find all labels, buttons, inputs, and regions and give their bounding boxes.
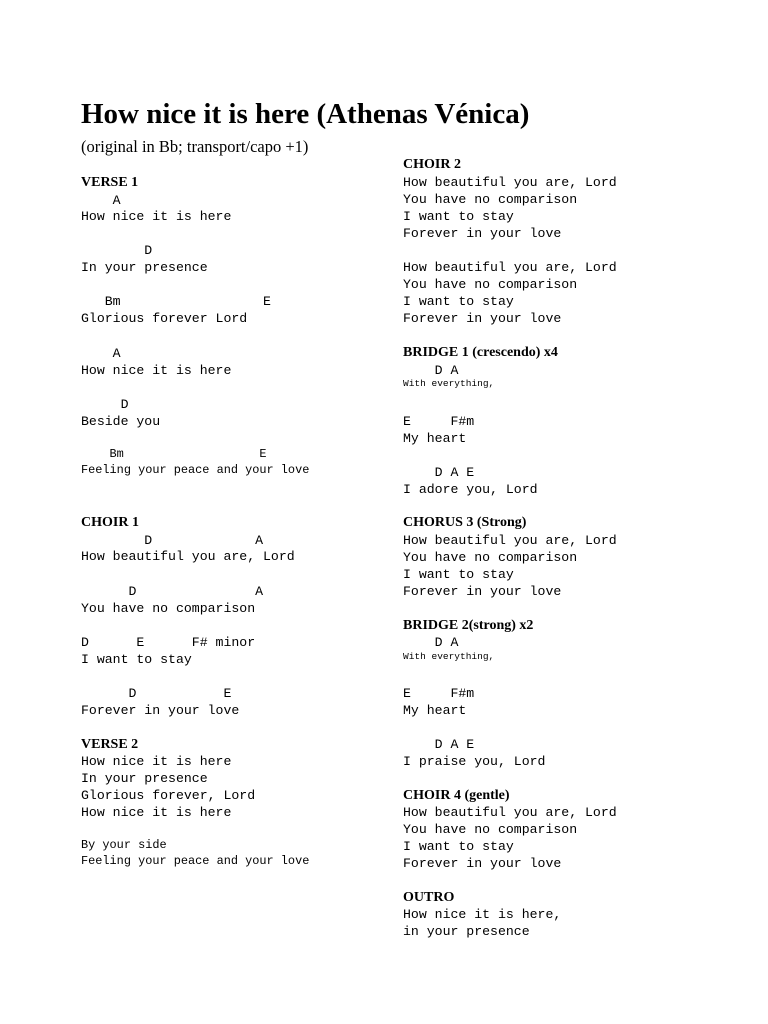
choir2-lyric-line: How beautiful you are, Lord — [403, 260, 617, 275]
bridge2-chord-line: D A E — [403, 737, 475, 752]
choir1-lyric-line: How beautiful you are, Lord — [81, 549, 295, 564]
bridge1-lyric-line: With everything, — [403, 378, 495, 389]
choir2-lyric-line: I want to stay — [403, 294, 514, 309]
verse1-lyric-line: Beside you — [81, 414, 161, 429]
verse1-chord-line: Bm E — [81, 447, 267, 461]
bridge1-chord-line: D A E — [403, 465, 475, 480]
verse1-lyric-line: How nice it is here — [81, 209, 232, 224]
choir1-chord-line: D A — [81, 584, 264, 599]
verse1-lyric-line: Feeling your peace and your love — [81, 463, 310, 477]
chorus3-lyric-line: How beautiful you are, Lord — [403, 533, 617, 548]
verse1-chord-line: D — [81, 397, 129, 412]
bridge1-chord-line: E F#m — [403, 414, 475, 429]
outro-heading: OUTRO — [403, 890, 455, 905]
choir4-lyric-line: Forever in your love — [403, 856, 562, 871]
bridge2-lyric-line: My heart — [403, 703, 467, 718]
choir4-lyric-line: How beautiful you are, Lord — [403, 805, 617, 820]
bridge1-lyric-line: My heart — [403, 431, 467, 446]
outro-lyric-line: in your presence — [403, 924, 530, 939]
verse2-heading: VERSE 2 — [81, 737, 139, 752]
choir2-lyric-line: Forever in your love — [403, 311, 562, 326]
verse1-chord-line: A — [81, 346, 121, 361]
verse2-lyric-line: Feeling your peace and your love — [81, 854, 310, 868]
verse1-chord-line: A — [81, 193, 121, 208]
outro-lyric-line: How nice it is here, — [403, 907, 562, 922]
verse1-chord-line: D — [81, 243, 153, 258]
verse1-lyric-line: Glorious forever Lord — [81, 311, 248, 326]
bridge2-heading: BRIDGE 2(strong) x2 — [403, 618, 534, 633]
choir4-lyric-line: I want to stay — [403, 839, 514, 854]
choir1-heading: CHOIR 1 — [81, 515, 139, 530]
verse2-lyric-line: Glorious forever, Lord — [81, 788, 256, 803]
verse1-heading: VERSE 1 — [81, 175, 139, 190]
chorus3-lyric-line: Forever in your love — [403, 584, 562, 599]
verse2-lyric-line: How nice it is here — [81, 805, 232, 820]
verse1-lyric-line: How nice it is here — [81, 363, 232, 378]
bridge1-lyric-line: I adore you, Lord — [403, 482, 538, 497]
choir2-lyric-line: Forever in your love — [403, 226, 562, 241]
song-subtitle: (original in Bb; transport/capo +1) — [81, 137, 309, 156]
verse1-lyric-line: In your presence — [81, 260, 208, 275]
choir1-chord-line: D E — [81, 686, 232, 701]
bridge2-lyric-line: With everything, — [403, 651, 495, 662]
choir2-lyric-line: I want to stay — [403, 209, 514, 224]
bridge1-chord-line: D A — [403, 363, 459, 378]
choir1-chord-line: D E F# minor — [81, 635, 256, 650]
choir1-lyric-line: I want to stay — [81, 652, 192, 667]
chorus3-lyric-line: You have no comparison — [403, 550, 578, 565]
choir4-heading: CHOIR 4 (gentle) — [403, 788, 510, 803]
bridge2-chord-line: E F#m — [403, 686, 475, 701]
verse2-lyric-line: In your presence — [81, 771, 208, 786]
choir1-chord-line: D A — [81, 533, 264, 548]
bridge2-lyric-line: I praise you, Lord — [403, 754, 546, 769]
bridge1-heading: BRIDGE 1 (crescendo) x4 — [403, 345, 558, 360]
choir2-lyric-line: You have no comparison — [403, 192, 578, 207]
chorus3-heading: CHORUS 3 (Strong) — [403, 515, 527, 530]
choir1-lyric-line: You have no comparison — [81, 601, 256, 616]
choir1-lyric-line: Forever in your love — [81, 703, 240, 718]
song-title: How nice it is here (Athenas Vénica) — [81, 98, 530, 130]
verse2-lyric-line: By your side — [81, 838, 167, 852]
chorus3-lyric-line: I want to stay — [403, 567, 514, 582]
choir2-heading: CHOIR 2 — [403, 157, 461, 172]
choir2-lyric-line: How beautiful you are, Lord — [403, 175, 617, 190]
choir4-lyric-line: You have no comparison — [403, 822, 578, 837]
choir2-lyric-line: You have no comparison — [403, 277, 578, 292]
verse2-lyric-line: How nice it is here — [81, 754, 232, 769]
bridge2-chord-line: D A — [403, 635, 459, 650]
verse1-chord-line: Bm E — [81, 294, 271, 309]
